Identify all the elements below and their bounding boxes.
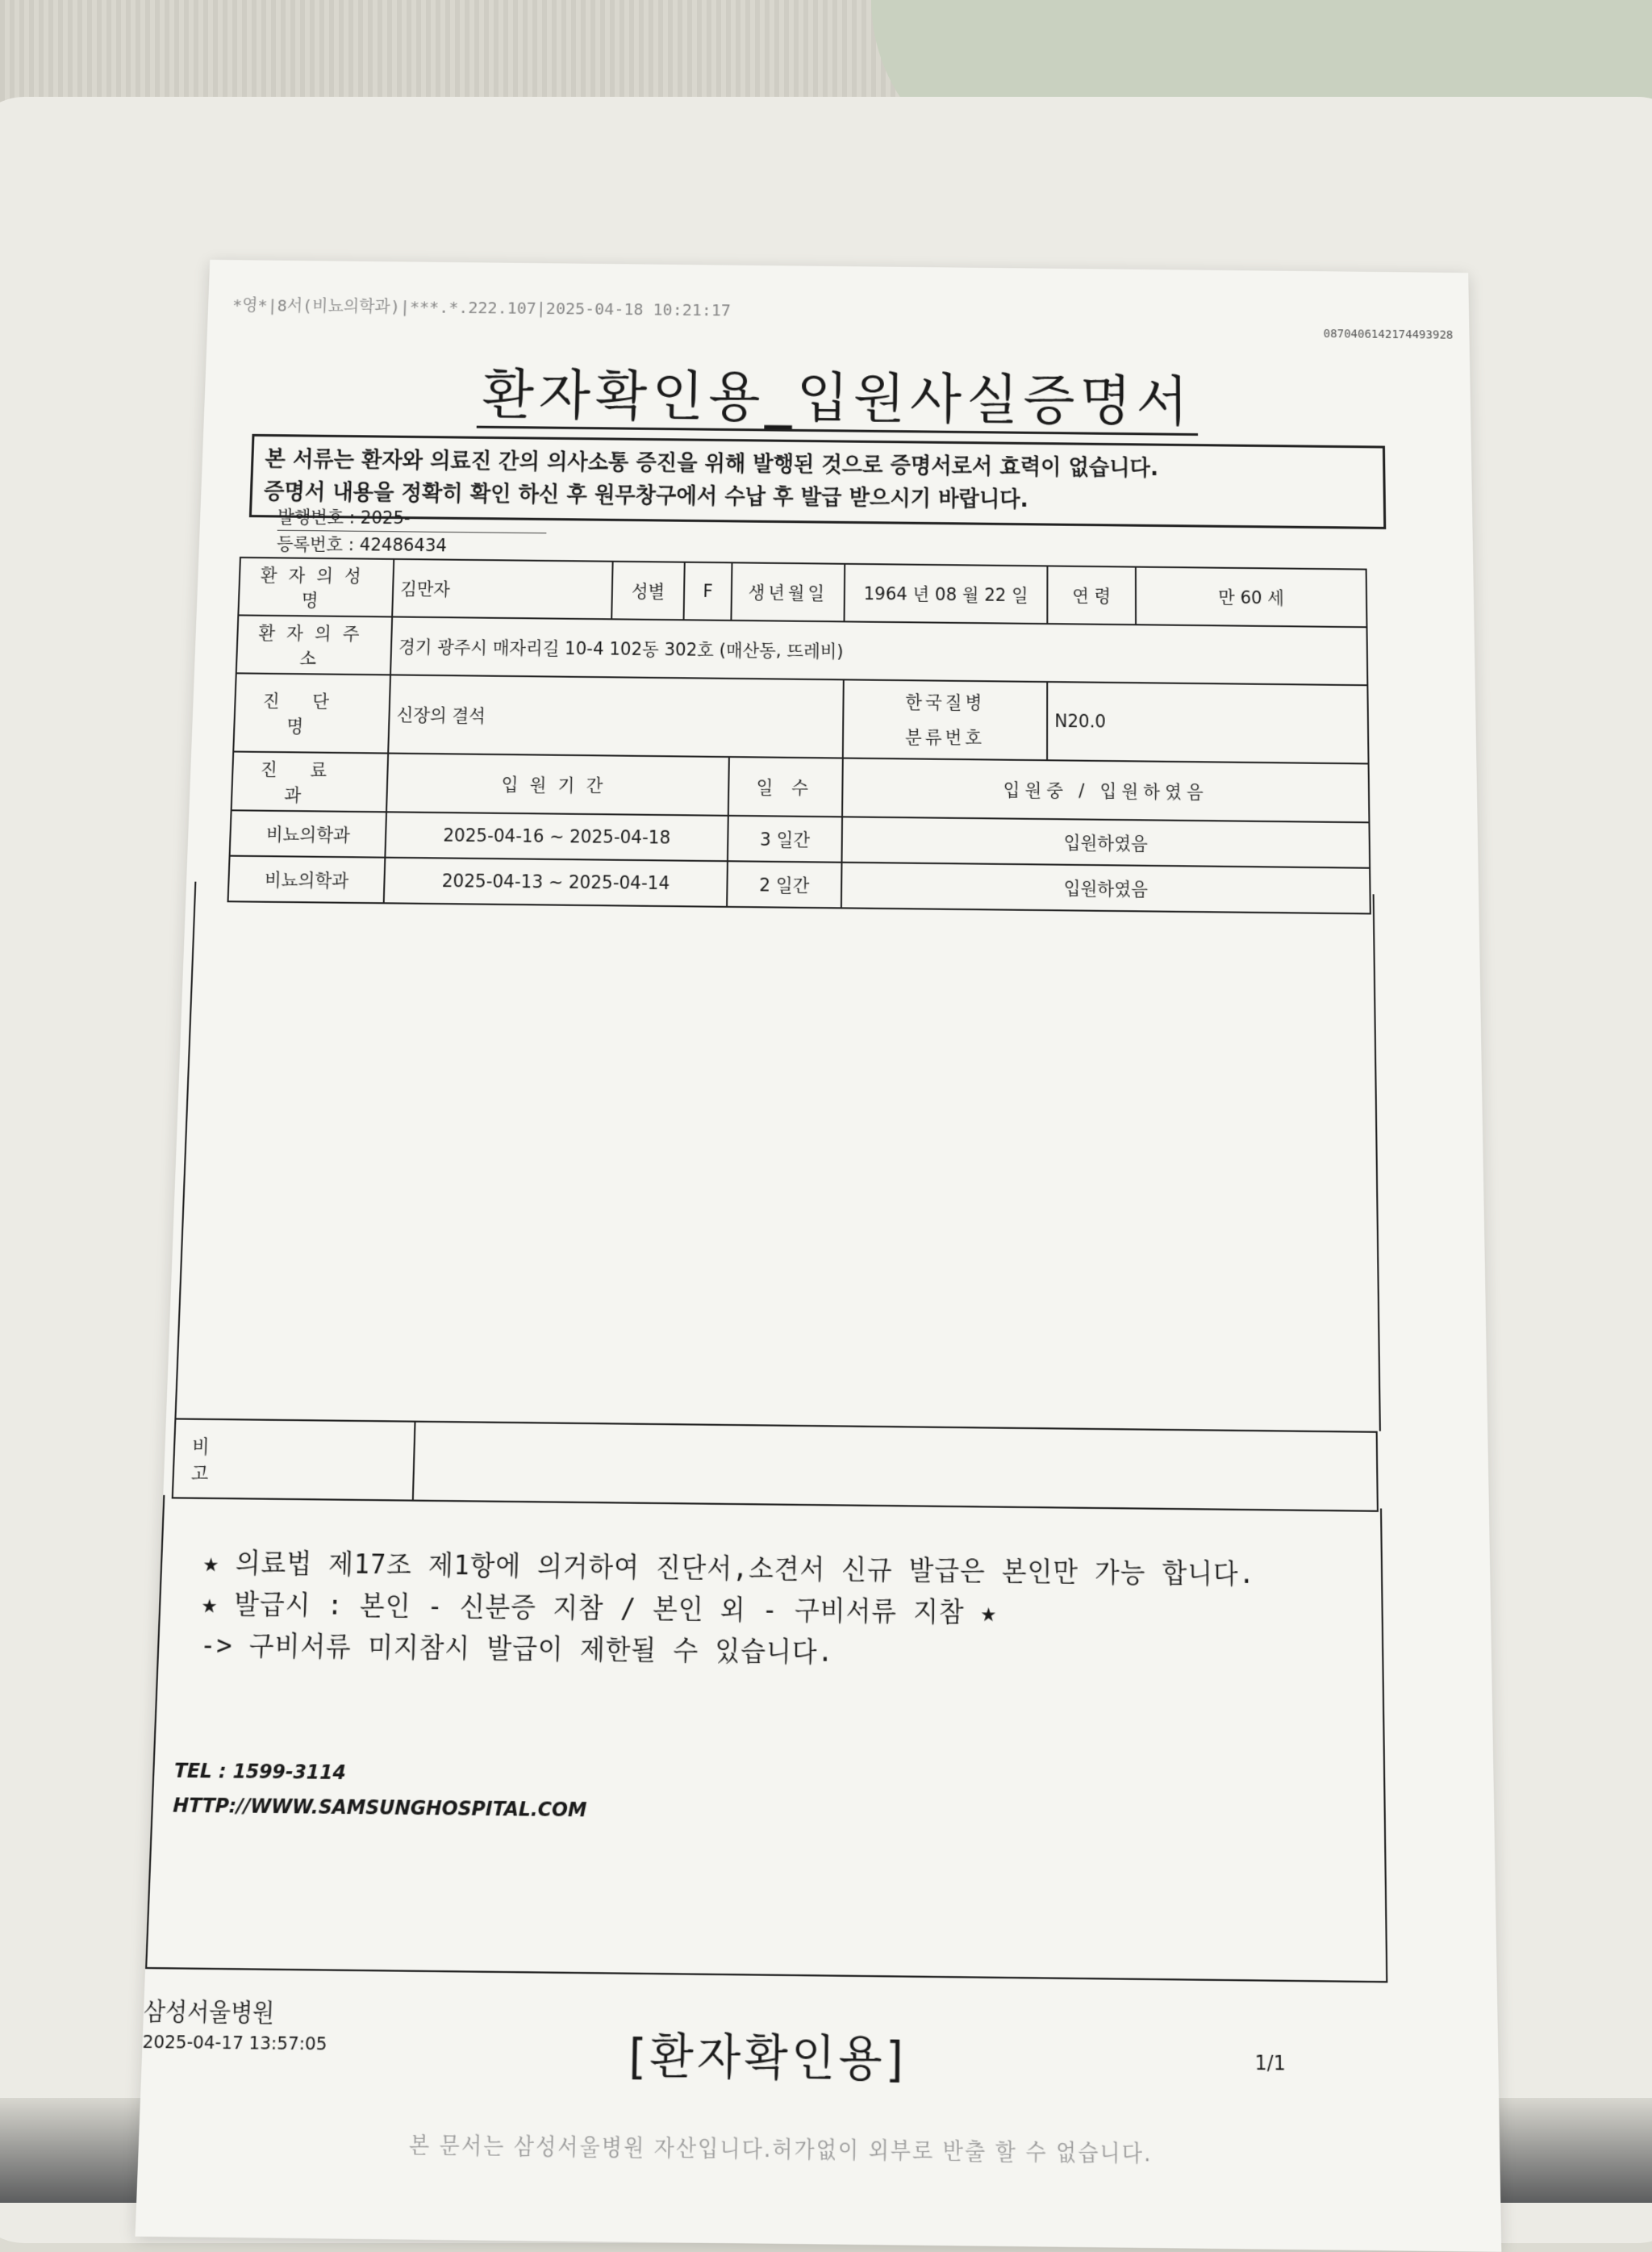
dept-header: 진료과 <box>232 752 389 813</box>
barcode-number: 0870406142174493928 <box>1323 328 1454 342</box>
row-days: 3 일간 <box>728 816 842 863</box>
row-dept: 비뇨의학과 <box>228 856 386 904</box>
print-meta-line: *영*|8서(비뇨의학과)|***.*.222.107|2025-04-18 10:21:17 <box>232 295 732 320</box>
website-url: HTTP://WWW.SAMSUNGHOSPITAL.COM <box>172 1794 587 1823</box>
tel: TEL : 1599-3114 <box>173 1760 347 1785</box>
footer-disclaimer: 본 문서는 삼성서울병원 자산입니다.허가없이 외부로 반출 할 수 없습니다. <box>408 2132 1153 2167</box>
disease-code: N20.0 <box>1047 682 1368 763</box>
birth-label: 생년월일 <box>731 562 845 621</box>
remark-label: 비고 <box>173 1418 415 1500</box>
row-dept: 비뇨의학과 <box>230 810 386 857</box>
days-header: 일 수 <box>728 757 843 817</box>
printed-timestamp: 2025-04-17 13:57:05 <box>142 2030 327 2055</box>
disease-code-label: 한국질병 분류번호 <box>843 679 1047 760</box>
patient-birth: 1964 년 08 월 22 일 <box>845 564 1048 624</box>
remark-value <box>413 1422 1378 1511</box>
row-status: 입원하였음 <box>842 817 1370 867</box>
patient-address: 경기 광주시 매자리길 10-4 102동 302호 (매산동, 뜨레비) <box>390 616 1367 685</box>
hospital-name: 삼성서울병원 <box>143 1998 275 2028</box>
patient-table <box>227 557 1370 915</box>
certificate-paper <box>136 260 1502 2252</box>
patient-age: 만 60 세 <box>1136 567 1367 628</box>
age-label: 연 령 <box>1047 566 1136 625</box>
note-line: ★ 발급시 : 본인 - 신분증 지참 / 본인 외 - 구비서류 지참 ★ <box>201 1588 998 1629</box>
address-label: 환자의주소 <box>236 615 392 675</box>
contact-info <box>173 1754 588 1828</box>
row-status: 입원하였음 <box>841 863 1370 914</box>
row-period: 2025-04-13 ~ 2025-04-14 <box>384 858 728 907</box>
diagnosis-label: 진단명 <box>233 673 390 753</box>
patient-sex: F <box>684 562 732 620</box>
notes <box>199 1543 1256 1678</box>
period-header: 입원기간 <box>386 754 729 816</box>
document-title: 환자확인용_입원사실증명서 <box>203 349 1471 439</box>
blank-section <box>174 882 1380 1431</box>
registration-number: 등록번호 : 42486434 <box>276 531 546 561</box>
issue-number: 발행번호 : 2025- <box>277 503 547 533</box>
page-number: 1/1 <box>1254 2052 1286 2076</box>
diagnosis-value: 신장의 결석 <box>388 675 844 758</box>
notice-box: 본 서류는 환자와 의료진 간의 의사소통 증진을 위해 발행된 것으로 증명서로서 효력이 없습니다. 증명서 내용을 정확히 확인 하신 후 원무창구에서 수납 후 발급 받으시기 바랍니다. <box>249 434 1386 529</box>
name-label: 환자의성명 <box>238 558 394 617</box>
patient-name: 김만자 <box>392 559 612 619</box>
registration-info <box>276 503 547 561</box>
patient-confirm-stamp: [환자확인용] <box>628 2028 907 2088</box>
status-header: 입원중 / 입원하였음 <box>842 758 1369 823</box>
note-line: -> 구비서류 미지참시 발급이 제한될 수 있습니다. <box>199 1629 834 1669</box>
note-line: ★ 의료법 제17조 제1항에 의거하여 진단서,소견서 신규 발급은 본인만 가능 합니다. <box>202 1547 1256 1590</box>
sex-label: 성별 <box>611 562 685 620</box>
row-period: 2025-04-16 ~ 2025-04-18 <box>385 812 728 861</box>
row-days: 2 일간 <box>727 861 841 908</box>
